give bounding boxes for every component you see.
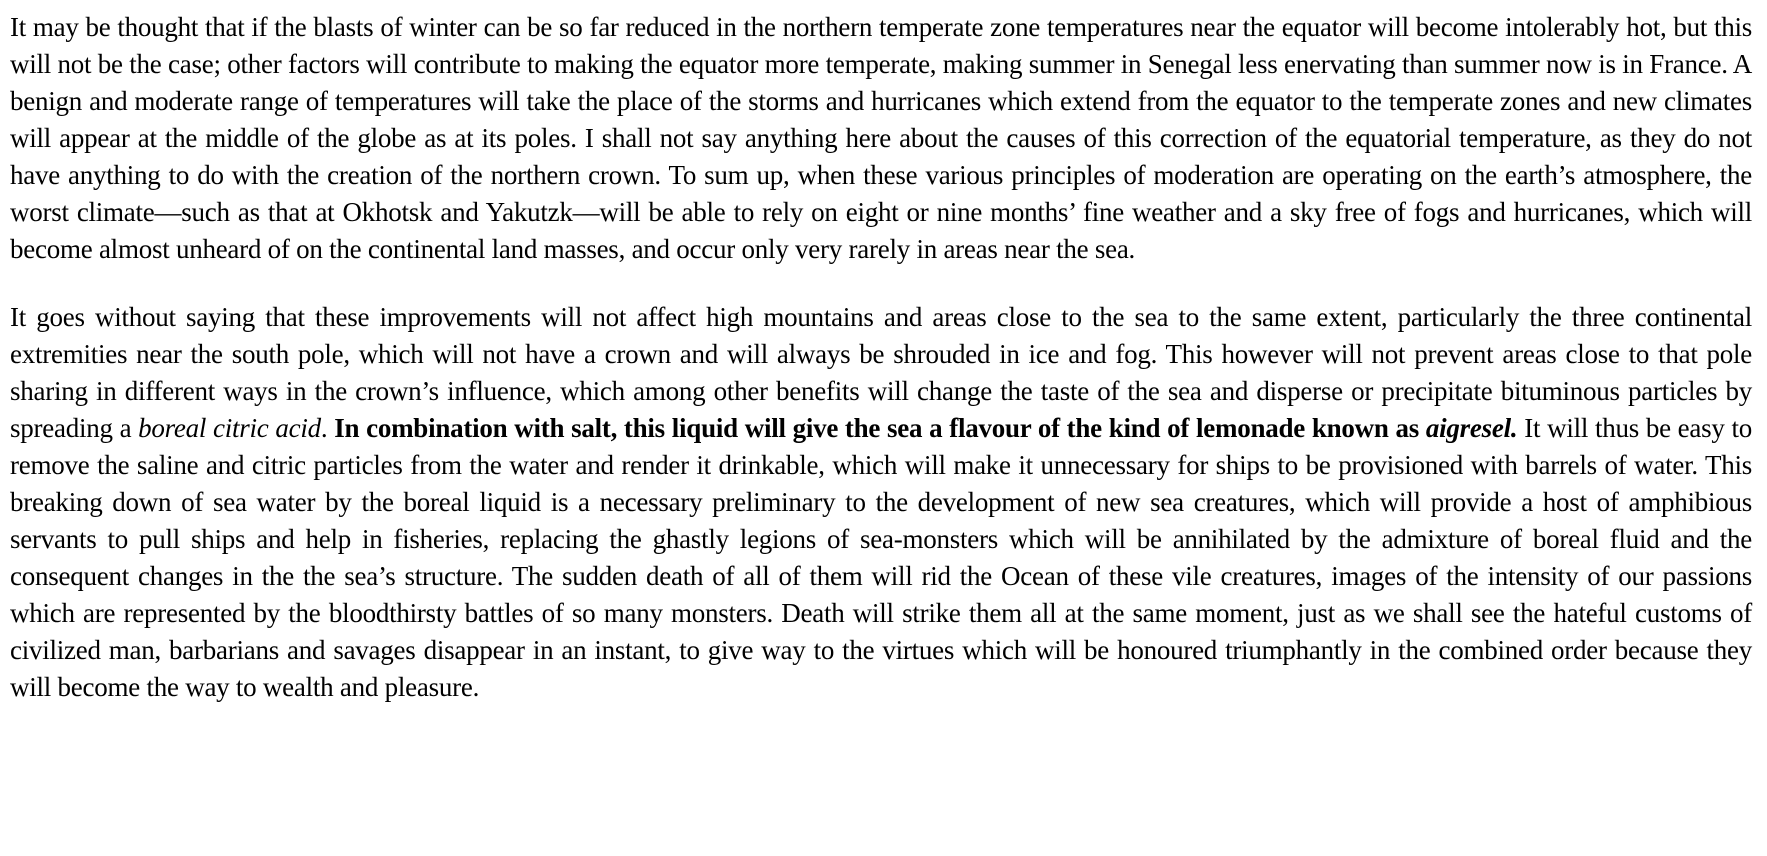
paragraph-2 bbox=[10, 299, 1752, 706]
text-segment-bold-italic: aigresel. bbox=[1425, 413, 1518, 443]
text-segment-italic: boreal citric acid bbox=[138, 413, 321, 443]
text-segment-bold: In combination with salt, this liquid will give the sea a flavour of the kind of lemonade known as bbox=[334, 413, 1426, 443]
paragraph-1 bbox=[10, 9, 1752, 268]
text-segment-regular: It may be thought that if the blasts of winter can be so far reduced in the northern temperate zone temperatures near the equator will become intolerably hot, but this will not be the case; other factors will contribute to making the equator more temperate, making summer in Senegal less enervating than summer now is in France. A benign and moderate range of temperatures will take the place of the storms and hurricanes which extend from the equator to the temperate zones and new climates will appear at the middle of the globe as at its poles. I shall not say anything here about the causes of this correction of the equatorial temperature, as they do not have anything to do with the creation of the northern crown. To sum up, when these various principles of moderation are operating on the earth’s atmosphere, the worst climate—such as that at Okhotsk and Yakutzk—will be able to rely on eight or nine months’ fine weather and a sky free of fogs and hurricanes, which will become almost unheard of on the continental land masses, and occur only very rarely in areas near the sea. bbox=[10, 12, 1752, 264]
text-segment-regular: . bbox=[320, 413, 335, 443]
text-segment-regular: It will thus be easy to remove the saline and citric particles from the water and render it drinkable, which will make it unnecessary for ships to be provisioned with barrels of water. This breaking down of sea water by the boreal liquid is a necessary preliminary to the development of new sea creatures, which will provide a host of amphibious servants to pull ships and help in fisheries, replacing the ghastly legions of sea-monsters which will be annihilated by the admixture of boreal fluid and the consequent changes in the the sea’s structure. The sudden death of all of them will rid the Ocean of these vile creatures, images of the intensity of our passions which are represented by the bloodthirsty battles of so many monsters. Death will strike them all at the same moment, just as we shall see the hateful customs of civilized man, barbarians and savages disappear in an instant, to give way to the virtues which will be honoured triumphantly in the combined order because they will become the way to wealth and pleasure. bbox=[10, 413, 1752, 702]
text-segment-regular: It goes without saying that these improvements will not affect high mountains and areas close to the sea to the same extent, particularly the three continental extremities near the south pole, which will not have a crown and will always be shrouded in ice and fog. This however will not prevent areas close to that pole sharing in different ways in the crown’s influence, which among other benefits will change the taste of the sea and disperse or precipitate bituminous particles by spreading a bbox=[10, 302, 1752, 443]
